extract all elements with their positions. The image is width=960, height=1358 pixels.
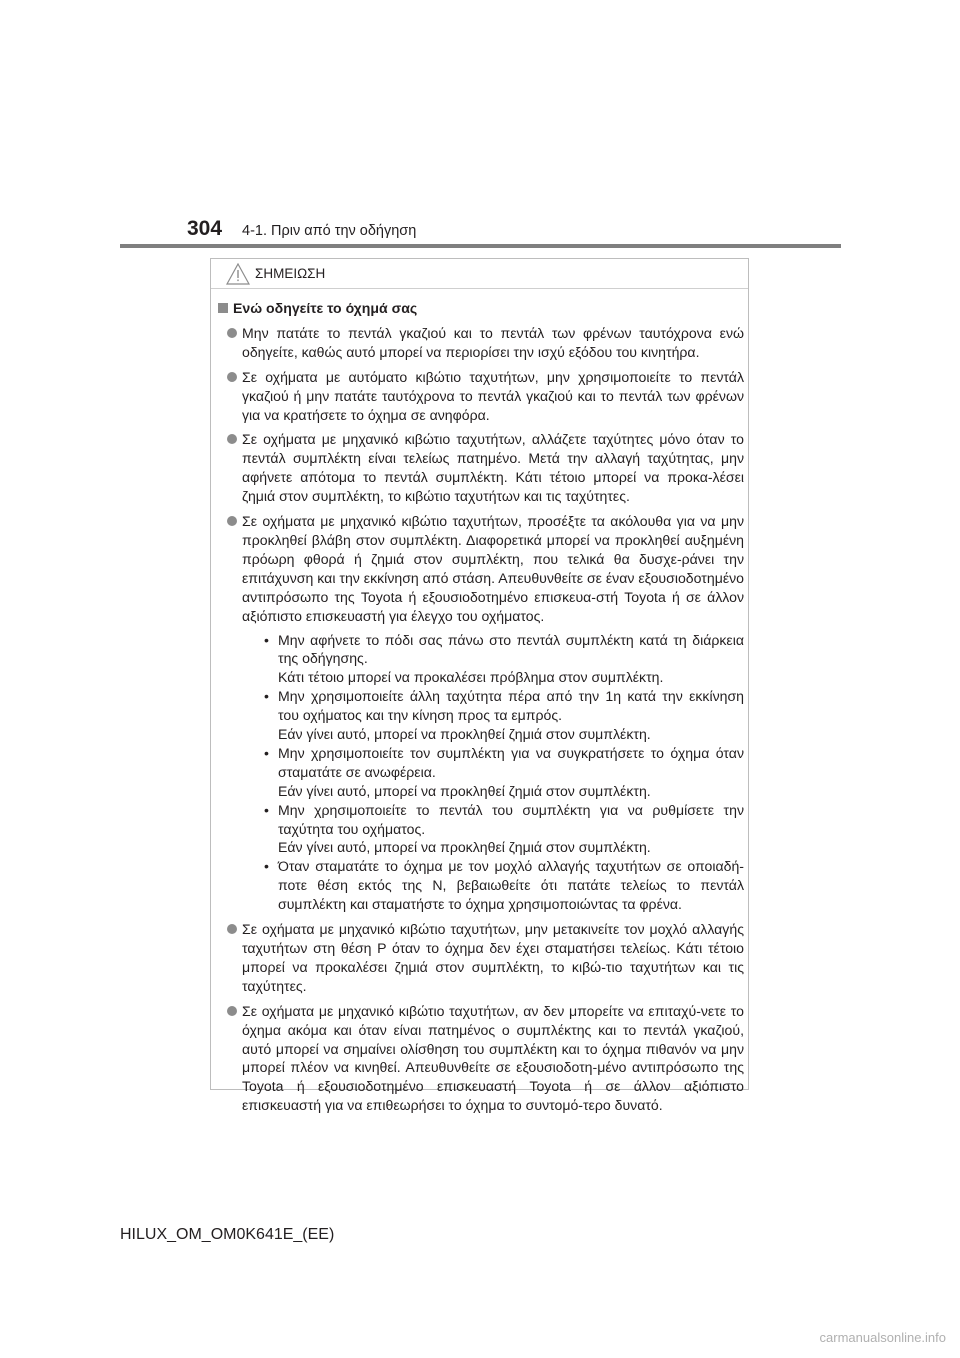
circle-bullet-icon	[227, 516, 237, 526]
sub-bullet-text: Μην αφήνετε το πόδι σας πάνω στο πεντάλ συμπλέκτη κατά τη διάρκεια της οδήγησης.	[278, 631, 744, 667]
bullet-mark: •	[264, 744, 269, 761]
warning-triangle-icon	[226, 263, 250, 285]
list-item-text: Σε οχήματα με μηχανικό κιβώτιο ταχυτήτων, προσέξτε τα ακόλουθα για να μην προκληθεί βλάβη στον συμπλέκτη. Διαφορετικά μπορεί να προκληθεί αυξημένη πρόωρη φθορά ή ζημιά στον συμπλέκτη, που τελικά θα δυσχε-ράνει την επιτάχυνση και την εκκίνηση από στάση. Απευθυνθείτε σε έναν εξουσιοδοτημένο αντιπρόσωπο της Toyota ή εξουσιοδοτημένο επισκευα-στή Toyota ή σε άλλον αξιόπιστο επισκευαστή για έλεγχο του οχήματος.	[242, 513, 744, 624]
bullet-mark: •	[264, 688, 269, 705]
sub-bullet-text: Μην χρησιμοποιείτε το πεντάλ του συμπλέκτη για να ρυθμίσετε την ταχύτητα του οχήματος.	[278, 801, 744, 837]
subheading-text: Ενώ οδηγείτε το όχημά σας	[233, 300, 418, 316]
list-item-text: Μην πατάτε το πεντάλ γκαζιού και το πεντάλ των φρένων ταυτόχρονα ενώ οδηγείτε, καθώς αυτό μπορεί να περιορίσει την ισχύ εξόδου του κινητήρα.	[242, 324, 744, 360]
list-item-text: Σε οχήματα με αυτόματο κιβώτιο ταχυτήτων, μην χρησιμοποιείτε το πεντάλ γκαζιού ή μην πατάτε ταυτόχρονα το πεντάλ γκαζιού και το πεντάλ των φρένων για να κρατήσετε το όχημα σε ανηφόρα.	[242, 368, 744, 423]
bullet-mark: •	[264, 858, 269, 875]
page-number: 304	[187, 217, 223, 240]
sub-bullet-note: Εάν γίνει αυτό, μπορεί να προκληθεί ζημιά στον συμπλέκτη.	[278, 839, 651, 856]
bullet-mark: •	[264, 631, 269, 648]
sub-bullet	[242, 631, 744, 688]
notice-subheading	[218, 299, 744, 318]
circle-bullet-icon	[227, 328, 237, 338]
sub-bullet-note: Εάν γίνει αυτό, μπορεί να προκληθεί ζημιά στον συμπλέκτη.	[278, 782, 651, 799]
sub-bullet	[242, 801, 744, 858]
sub-bullet-list	[242, 631, 744, 915]
sub-bullet	[242, 857, 744, 914]
notice-body	[218, 299, 744, 1115]
sub-bullet-text: Μην χρησιμοποιείτε άλλη ταχύτητα πέρα από την 1η κατά την εκκίνηση του οχήματος και την κίνηση προς τα εμπρός.	[278, 688, 744, 724]
list-item	[218, 920, 744, 996]
sub-bullet-text: Μην χρησιμοποιείτε τον συμπλέκτη για να συγκρατήσετε το όχημα όταν σταματάτε σε ανωφέρεια.	[278, 744, 744, 780]
list-item	[218, 1002, 744, 1115]
document-id: HILUX_OM_OM0K641E_(EE)	[120, 1226, 335, 1243]
sub-bullet-text: Όταν σταματάτε το όχημα με τον μοχλό αλλαγής ταχυτήτων σε οποιαδή-ποτε θέση εκτός της N, βεβαιωθείτε ότι πατάτε τελείως το πεντάλ συμπλέκτη και σταματήστε το όχημα χρησιμοποιώντας τα φρένα.	[278, 858, 744, 913]
list-item-text: Σε οχήματα με μηχανικό κιβώτιο ταχυτήτων, μην μετακινείτε τον μοχλό αλλαγής ταχυτήτων στη θέση P όταν το όχημα δεν έχει σταματήσει τελείως. Κάτι τέτοιο μπορεί να προκαλέσει ζημιά στον συμπλέκτη, το κιβώ-τιο ταχυτήτων και τις ταχύτητες.	[242, 921, 744, 994]
circle-bullet-icon	[227, 372, 237, 382]
bullet-mark: •	[264, 801, 269, 818]
sub-bullet	[242, 744, 744, 801]
list-item	[218, 430, 744, 506]
list-item	[218, 368, 744, 425]
sub-bullet	[242, 687, 744, 744]
square-bullet-icon	[218, 303, 228, 313]
sub-bullet-note: Εάν γίνει αυτό, μπορεί να προκληθεί ζημιά στον συμπλέκτη.	[278, 726, 651, 743]
list-item	[218, 324, 744, 362]
circle-bullet-icon	[227, 924, 237, 934]
circle-bullet-icon	[227, 1006, 237, 1016]
list-item	[218, 512, 744, 914]
circle-bullet-icon	[227, 434, 237, 444]
notice-box	[210, 258, 749, 1114]
notice-title: ΣΗΜΕΙΩΣΗ	[255, 266, 326, 281]
header-divider	[120, 244, 841, 248]
watermark: carmanualsonline.info	[819, 1330, 946, 1345]
sub-bullet-note: Κάτι τέτοιο μπορεί να προκαλέσει πρόβλημα στον συμπλέκτη.	[278, 669, 664, 686]
list-item-text: Σε οχήματα με μηχανικό κιβώτιο ταχυτήτων, αν δεν μπορείτε να επιταχύ-νετε το όχημα ακόμα και όταν είναι πατημένος ο συμπλέκτης και το πεντάλ γκαζιού, αυτό μπορεί να σημαίνει ολίσθηση του συμπλέκτη και το όχημα πιθανόν να μην μπορεί πλέον να κινηθεί. Απευθυνθείτε σε εξουσιοδοτη-μένο αντιπρόσωπο της Toyota ή εξουσιοδοτημένο επισκευαστή Toyota ή σε άλλον αξιόπιστο επισκευαστή για να επιθεωρήσει το όχημα το συντομό-τερο δυνατό.	[242, 1002, 744, 1114]
notice-header	[211, 259, 748, 289]
section-title: 4-1. Πριν από την οδήγηση	[242, 223, 417, 239]
list-item-text: Σε οχήματα με μηχανικό κιβώτιο ταχυτήτων, αλλάζετε ταχύτητες μόνο όταν το πεντάλ συμπλέκτη είναι τελείως πατημένο. Μετά την αλλαγή ταχύτητας, μην αφήνετε απότομα το πεντάλ συμπλέκτη. Κάτι τέτοιο μπορεί να προκα-λέσει ζημιά στον συμπλέκτη, το κιβώτιο ταχυτήτων και τις ταχύτητες.	[242, 431, 744, 505]
